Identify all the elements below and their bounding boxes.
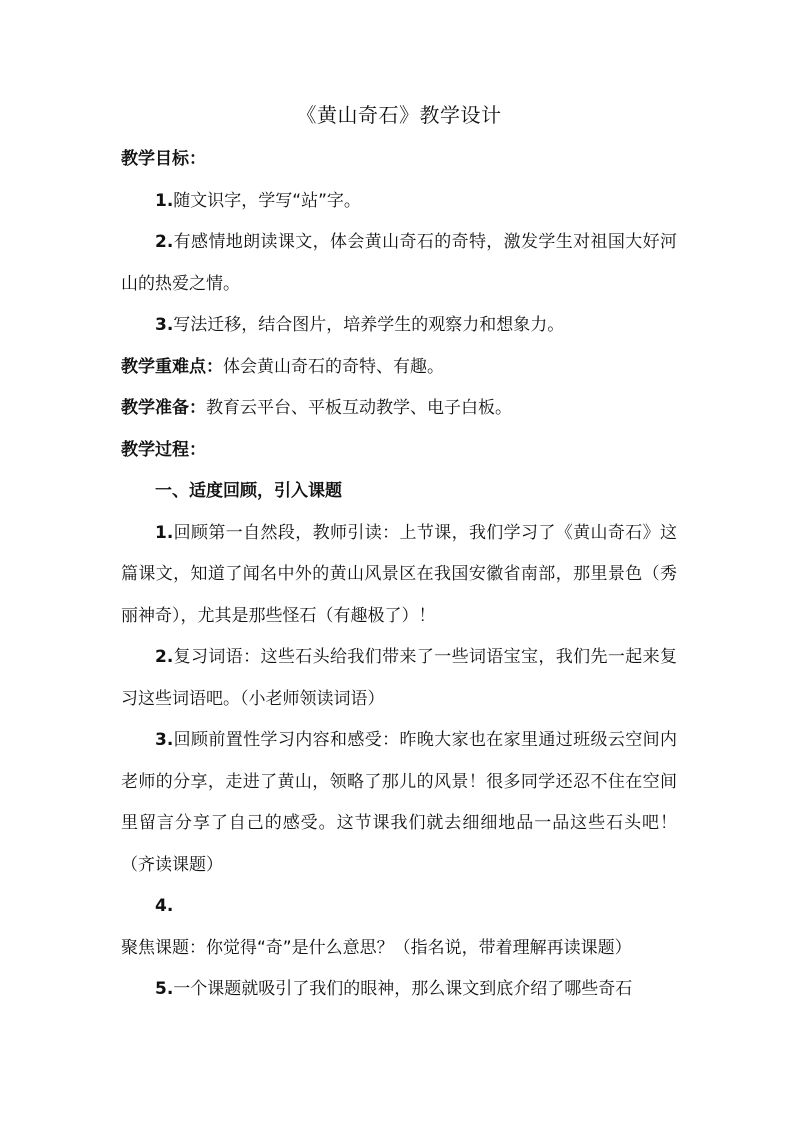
- objective-num: 3.: [155, 315, 174, 335]
- objective-item-3: [121, 305, 677, 347]
- process-num: 2.: [155, 647, 174, 667]
- objective-num: 2.: [155, 232, 174, 252]
- objective-text: 有感情地朗读课文，体会黄山奇石的奇特，激发学生对祖国大好河山的热爱之情。: [121, 232, 677, 294]
- key-points: [121, 347, 677, 389]
- process-text: 聚焦课题：你觉得“奇”是什么意思？（指名说，带着理解再读课题）: [121, 937, 632, 958]
- process-num: 5.: [155, 979, 174, 999]
- objectives-heading: 教学目标：: [121, 149, 206, 169]
- objective-item-2: [121, 222, 677, 305]
- process-heading: 教学过程：: [121, 439, 206, 460]
- process-item-3: [121, 720, 677, 886]
- process-text: 回顾前置性学习内容和感受：昨晚大家也在家里通过班级云空间内老师的分享，走进了黄山，领略了那儿的风景！很多同学还忍不住在空间里留言分享了自己的感受。这节课我们就去细细地品一品这些石头吧！（齐读课题）: [121, 730, 677, 875]
- objective-text: 写法迁移，结合图片，培养学生的观察力和想象力。: [173, 315, 565, 335]
- objective-num: 1.: [155, 190, 174, 211]
- objective-item-1: [121, 181, 677, 223]
- process-item-1: [121, 513, 677, 638]
- preparation-label: 教学准备：: [121, 398, 206, 418]
- process-item-2: [121, 637, 677, 720]
- process-text: 回顾第一自然段，教师引读：上节课，我们学习了《黄山奇石》这篇课文，知道了闻名中外的黄山风景区在我国安徽省南部，那里景色（秀丽神奇），尤其是那些怪石（有趣极了）！: [121, 522, 677, 626]
- preparation: [121, 388, 677, 430]
- process-num: 4.: [155, 896, 174, 916]
- document-title: 《黄山奇石》教学设计: [296, 103, 502, 127]
- process-item-4: [121, 886, 677, 969]
- document-body: [121, 99, 677, 1011]
- process-num: 3.: [155, 730, 174, 750]
- section-heading: 一、适度回顾，引入课题: [155, 481, 342, 501]
- key-points-text: 体会黄山奇石的奇特、有趣。: [223, 356, 444, 377]
- objective-text: 随文识字，学写“站”字。: [173, 190, 361, 211]
- process-num: 1.: [155, 522, 174, 543]
- process-text: 一个课题就吸引了我们的眼神，那么课文到底介绍了哪些奇石: [173, 979, 633, 999]
- preparation-text: 教育云平台、平板互动教学、电子白板。: [206, 398, 512, 418]
- key-points-label: 教学重难点：: [121, 356, 223, 377]
- process-item-5: [121, 969, 677, 1011]
- process-text: 复习词语：这些石头给我们带来了一些词语宝宝，我们先一起来复习这些词语吧。（小老师领读词语）: [121, 647, 677, 709]
